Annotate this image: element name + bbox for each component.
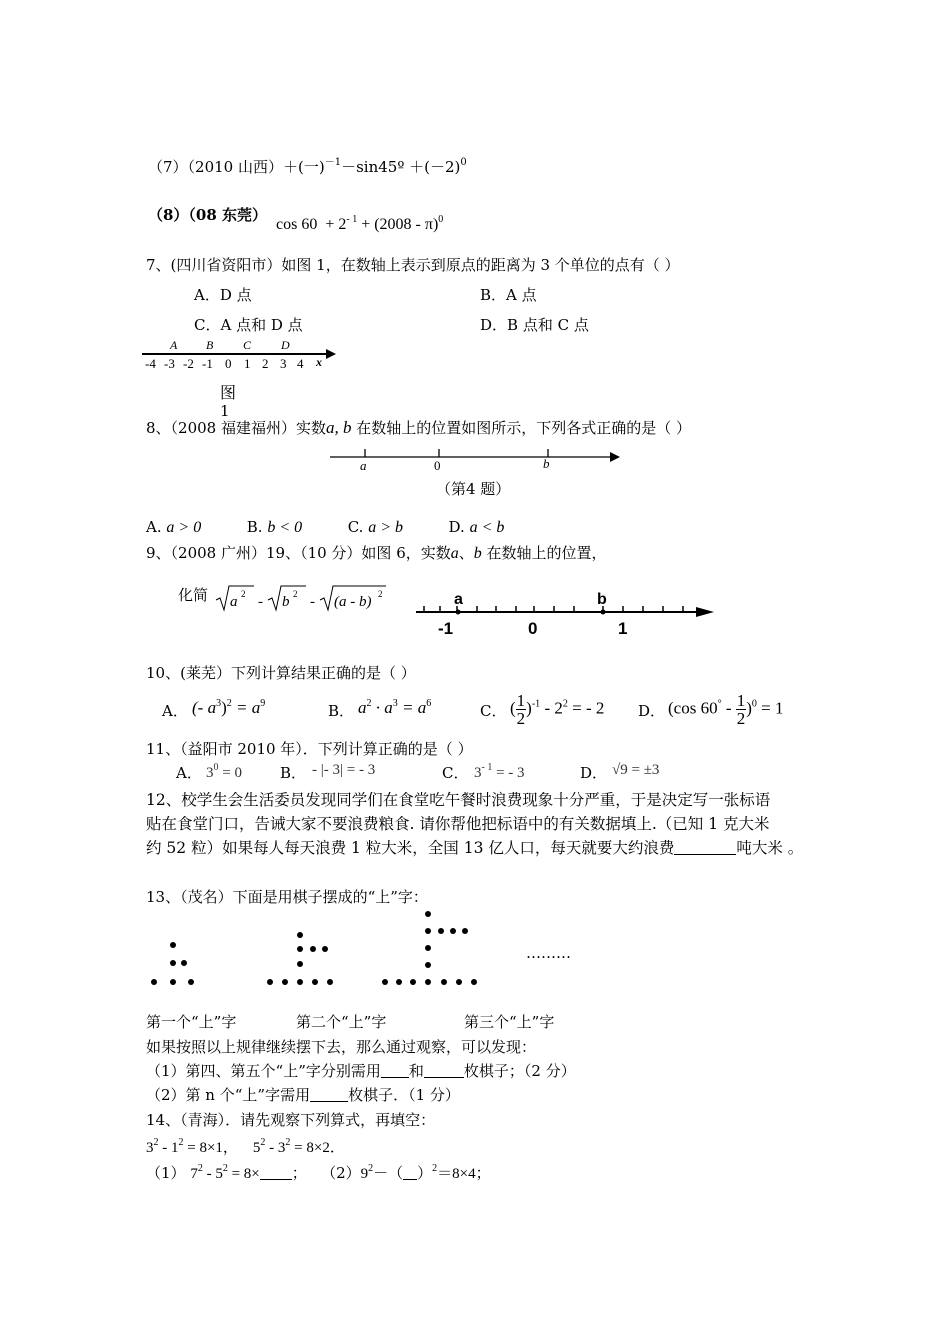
q10-c-num: 1 [516,691,526,710]
q9-axis-0: 0 [528,619,538,638]
q13-part-2 [146,1084,460,1105]
q11-c-rest: = - 3 [492,765,525,781]
q14-f1-eq: = 8× [227,1166,260,1182]
q10-c-e2: 2 [562,698,568,710]
calc-8-exp2: 0 [438,214,444,225]
q7-option-c: C．A 点和 D 点 [194,316,303,334]
q8-axis-a: a [360,458,367,473]
q8-option-d-expr: a < b [469,519,505,536]
q8-option-d-label: D. [448,518,465,536]
q14-ex2-eq: = 8×2． [290,1140,345,1156]
q7-number-line [140,336,340,376]
q10-a-eq: = a [231,698,261,717]
q14-examples [146,1136,345,1157]
q10-a-close: ) [221,698,227,717]
q10-c-close: ) [526,698,532,718]
q13-caption-3: 第三个“上”字 [464,1013,555,1031]
q10-d-den: 2 [736,709,746,728]
q7-fig-num: 1 [220,402,230,420]
q14-f1-a: 7 [190,1166,198,1182]
q11-a-rest: = 0 [218,765,242,781]
q14-f2-m2: ） [417,1166,433,1182]
q8-option-c-label: C. [347,518,364,536]
q9-root-b: b [282,594,290,610]
q7-option-b: B．A 点 [480,286,537,304]
q13-blank-4th[interactable] [381,1063,409,1078]
q9-root-a: a [230,594,238,610]
q13-intro: 如果按照以上规律继续摆下去，那么通过观察，可以发现： [146,1038,537,1056]
q9-axis-neg1: -1 [438,619,454,638]
question-12-line1: 12、校学生会生活委员发现同学们在食堂吃午餐时浪费现象十分严重，于是决定写一张标语 [146,791,771,809]
q10-a-e2: 2 [226,698,232,709]
q9-axis-1: 1 [618,619,628,638]
q14-ex2-e2: 2 [285,1137,291,1148]
q10-b-e1: 2 [366,698,372,709]
q14-f2-m: －（ [373,1166,404,1182]
q10-b-e3: 6 [426,698,432,709]
q8-caption: （第4 题） [436,480,511,498]
q11-a-label: A． [176,764,202,782]
q13-p1-a: （1）第四、第五个“上”字分别需用 [146,1062,381,1080]
q13-p2-a: （2）第 n 个“上”字需用 [146,1086,311,1104]
q10-d-frac [736,692,747,727]
question-13-stem: 13、（茂名）下面是用棋子摆成的“上”字： [146,888,428,906]
q13-p1-c: 枚棋子；（2 分） [463,1062,576,1080]
q8-number-line [328,446,628,474]
q9-var-b: b [473,545,482,562]
q9-number-line [412,590,722,638]
q8-option-a-expr: a > 0 [166,519,202,536]
question-11-stem: 11、（益阳市 2010 年）．下列计算正确的是（ ） [146,740,473,758]
q14-fill-lines [146,1162,491,1183]
q8-option-b-label: B. [246,518,263,536]
question-9-stem [146,542,607,563]
q10-b-eq: = a [397,698,427,717]
q14-blank-1[interactable] [260,1165,292,1180]
q11-a-exp: 0 [213,762,219,773]
q8-stem-a: 8、（2008 福建福州）实数 [146,419,326,437]
q9-var-a: a [450,545,459,562]
q14-f1-e2: 2 [222,1163,228,1174]
q14-ex2-e1: 2 [260,1137,266,1148]
q10-d-expr [668,692,784,727]
q10-d-close: ) [746,698,752,718]
q9-root-a-exp: 2 [241,589,246,599]
q10-b-dot: · a [371,698,393,717]
q14-f2-e1: 2 [368,1163,374,1174]
axis-x-label: x [316,355,322,369]
q10-b-expr [358,698,431,718]
q14-ex1-e2: 2 [178,1137,184,1148]
q13-ellipsis: ……… [526,944,571,962]
q10-b-a: a [358,698,367,717]
calc-8-prefix: （8）（08 东莞） [148,206,268,224]
q10-b-e2: 3 [392,698,398,709]
q11-options [176,762,736,784]
axis-num: 3 [280,356,287,371]
q10-d-deg: ° [717,698,722,710]
calc-7-exp2: 0 [460,157,467,168]
q11-a-expr [206,762,242,782]
q9-expression [214,582,394,616]
q14-f1-tail: ； [291,1164,307,1182]
q14-ex1-m: - 1 [158,1140,179,1156]
axis-letter-c: C [243,338,252,352]
question-14-stem: 14、（青海）．请先观察下列算式，再填空： [146,1111,436,1129]
q10-a-base: (- a [192,698,217,717]
q8-stem-b: 在数轴上的位置如图所示，下列各式正确的是（ ） [356,419,692,437]
calc-8-cos: cos 60 [276,216,318,233]
q10-a-e3: 9 [260,698,266,709]
q10-a-expr [192,698,265,718]
q12-line3-b: 吨大米 。 [736,839,804,857]
q14-f1-e1: 2 [197,1163,203,1174]
axis-num: -3 [164,356,175,371]
q14-ex1-eq: = 8×1， [183,1140,238,1156]
q7-fig-label: 图 [220,383,237,402]
q10-c-frac [516,692,527,727]
q14-f2-a: 9 [360,1166,369,1182]
q14-ex2-a: 5 [252,1140,261,1156]
q14-f2-eq: ＝8×4； [437,1166,491,1182]
q14-f1-m: - 5 [202,1166,223,1182]
q7-option-d: D．B 点和 C 点 [480,316,589,334]
q9-root-b-exp: 2 [293,589,298,599]
calc-8-plus2: + (2008 - π) [361,216,439,233]
q10-c-minus: - 2 [540,698,563,718]
q9-axis-b: b [597,591,607,608]
q14-ex1-a: 3 [146,1140,154,1156]
q11-d-label: D． [580,764,608,782]
question-10-stem: 10、(莱芜）下列计算结果正确的是（ ） [146,664,416,682]
axis-num: -4 [145,356,156,371]
q10-a-label: A． [162,702,188,720]
calc-7-mid: －sin45º ＋(－2) [341,158,461,176]
question-12-line2: 贴在食堂门口，告诫大家不要浪费粮食. 请你帮他把标语中的有关数据填上.（已知 1 克大米 [146,815,770,833]
q11-b-expr: - |- 3| = - 3 [312,762,376,778]
calc-problem-7 [148,153,467,177]
q9-sep: 、 [458,544,474,562]
q9-minus-2: - [310,594,315,610]
q9-root-ab: (a - b) [334,594,372,610]
q14-f1-expr [190,1163,260,1182]
q8-option-c-expr: a > b [368,519,403,536]
q10-c-expr [510,692,604,727]
q11-c-base: 3 [474,765,482,781]
q14-ex2-m: - 3 [265,1140,286,1156]
q11-b-label: B． [280,764,307,782]
axis-num: 0 [225,356,232,371]
q13-p2-b: 枚棋子．（1 分） [348,1086,460,1104]
q10-d-open: (cos 60 [668,698,718,718]
calc-7-exp: －1 [324,157,342,168]
q14-f2-expr [360,1163,491,1182]
q13-blank-5th[interactable] [424,1063,464,1078]
axis-letter-a: A [170,338,178,352]
q13-caption-2: 第二个“上”字 [296,1013,387,1031]
q10-c-den: 2 [516,709,526,728]
question-12-line3 [146,836,803,858]
q11-a-base: 3 [206,765,214,781]
q10-d-label: D． [638,702,666,720]
q11-c-exp: - 1 [481,762,493,773]
q10-d-minus: - [721,698,736,718]
q8-options [146,518,504,537]
q10-d-eq: = 1 [756,698,784,718]
calc-7-prefix: （7）（2010 山西）＋(一) [148,158,325,176]
q14-f1-label: （1） [146,1164,186,1182]
axis-num: 1 [244,356,251,371]
axis-letter-b: B [206,338,214,352]
q8-option-b-expr: b < 0 [267,519,303,536]
question-8-stem [146,417,691,438]
q10-d-e1: 0 [751,698,757,710]
q10-c-label: C． [480,702,507,720]
q10-c-e1: -1 [531,698,541,710]
q10-c-open: ( [510,698,516,718]
calc-8-plus1: + 2 [325,216,347,233]
axis-num: 2 [262,356,269,371]
q14-blank-2[interactable] [403,1165,417,1180]
q10-b-label: B． [328,702,355,720]
q9-root-ab-exp: 2 [378,589,383,599]
q10-d-num: 1 [736,691,746,710]
q8-axis-0: 0 [434,458,441,473]
q10-c-eq: = - 2 [567,698,605,718]
axis-letter-d: D [281,338,290,352]
q14-ex1-e1: 2 [153,1137,159,1148]
q12-line3-a: 约 52 粒）如果每人每天浪费 1 粒大米，全国 13 亿人口，每天就要大约浪费 [146,839,675,857]
calc-8-exp1: - 1 [346,214,358,225]
q11-c-label: C． [442,764,469,782]
calc-8-expression [276,214,443,234]
q11-d-expr: √9 = ±3 [612,762,660,778]
q13-part-1 [146,1060,576,1081]
q7-option-a: A．D 点 [194,286,252,304]
q9-stem-a: 9、（2008 广州）19、（10 分）如图 6，实数 [146,544,451,562]
q13-blank-nth[interactable] [310,1087,348,1102]
q14-f2-e2: 2 [432,1163,438,1174]
q9-simplify-label: 化简 [178,586,209,604]
q8-option-a-label: A. [146,518,162,536]
q11-c-expr [474,762,525,782]
q8-vars: a, b [326,418,352,437]
q13-caption-1: 第一个“上”字 [146,1013,237,1031]
q12-answer-blank[interactable] [674,840,736,855]
q8-axis-b: b [543,456,550,471]
q9-minus-1: - [258,594,263,610]
question-7-stem: 7、(四川省资阳市）如图 1，在数轴上表示到原点的距离为 3 个单位的点有（ ） [146,256,680,274]
calc-problem-8 [148,204,267,225]
q9-stem-b: 在数轴上的位置， [486,544,607,562]
q14-f2-label: （2） [321,1164,361,1182]
q9-axis-a: a [454,591,463,608]
axis-num: -1 [202,356,213,371]
axis-num: 4 [297,356,304,371]
q13-p1-b: 和 [408,1062,424,1080]
q10-a-e1: 3 [216,698,222,709]
axis-num: -2 [183,356,194,371]
